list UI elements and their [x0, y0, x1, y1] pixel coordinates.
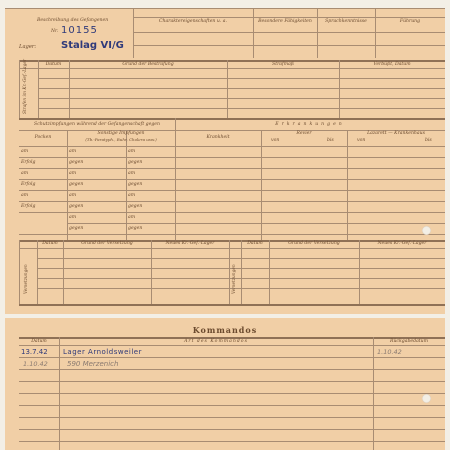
kommandos-title: Kommandos — [192, 325, 258, 335]
versetzungen-side-label-left: Versetzungen — [24, 264, 29, 294]
punch-hole-bottom — [422, 394, 431, 403]
impf-row-6-right: am — [128, 215, 136, 220]
kommando-0-datum: 13.7.42 — [21, 348, 48, 356]
impf-row-3-left: Erfolg — [21, 182, 36, 187]
strafen-col-strafmass: Strafmaß — [272, 62, 294, 67]
impf-row-4-left: am — [21, 193, 29, 198]
punch-hole — [422, 226, 431, 235]
prisoner-number: 10155 — [61, 25, 98, 36]
kommando-1-datum: 1.10.42 — [23, 360, 48, 368]
description-label: Beschreibung des Gefangenen — [37, 18, 109, 23]
kommando-0-art: Lager Arnoldsweiler — [63, 348, 142, 356]
vers-left-col-lager: Neues Kr.-Gef.-Lager — [165, 241, 215, 246]
kommando-0-rueckgabe: 1.10.42 — [377, 348, 402, 356]
kommandos-col-art: Art des Kommandos — [184, 339, 248, 344]
impf-row-7-right: gegen — [128, 226, 143, 231]
erkrankungen-col-lazarett: Lazarett — Krankenhaus — [367, 131, 425, 136]
impf-row-1-right: gegen — [128, 160, 143, 165]
revier-bis: bis — [327, 138, 334, 143]
impf-row-3-right: gegen — [128, 182, 143, 187]
kommandos-card — [5, 318, 445, 450]
col-languages: Sprachkenntnisse — [325, 19, 367, 24]
lager-stamp: Stalag VI/G — [61, 40, 124, 51]
erkrankungen-col-revier: Revier — [296, 131, 312, 136]
impfungen-title: Schutzimpfungen während der Gefangenschaft gegen — [34, 122, 160, 127]
strafen-col-datum: Datum — [45, 62, 62, 67]
impf-row-0-left: am — [21, 149, 29, 154]
col-skills: Besondere Fähigkeiten — [258, 19, 312, 24]
strafen-side-label: Strafen im Kr.-Gef.-Lager — [23, 59, 28, 114]
prisoner-record-card — [5, 8, 445, 314]
erkrankungen-title: Erkrankungen — [275, 122, 345, 127]
vers-right-col-grund: Grund der Versetzung — [288, 241, 340, 246]
impf-row-4-right: am — [128, 193, 136, 198]
kommando-1-art: 590 Merzenich — [67, 360, 119, 368]
versetzungen-side-label-right: Versetzungen — [232, 264, 237, 294]
impf-row-0-right: am — [128, 149, 136, 154]
erkrankungen-col-krankheit: Krankheit — [206, 135, 230, 140]
impf-row-3-mid: gegen — [69, 182, 84, 187]
impf-row-7-mid: gegen — [69, 226, 84, 231]
strafen-col-verbuesst: Verbüßt, Datum — [373, 62, 411, 67]
impf-row-4-mid: am — [69, 193, 77, 198]
impfungen-col-pocken: Pocken — [34, 135, 52, 140]
lazarett-von: von — [357, 138, 366, 143]
col-character: Charaktereigenschaften u. a. — [159, 19, 227, 24]
vers-left-col-grund: Grund der Versetzung — [81, 241, 133, 246]
lager-label: Lager: — [19, 44, 37, 50]
impf-row-0-mid: am — [69, 149, 77, 154]
impf-row-5-left: Erfolg — [21, 204, 36, 209]
nr-label: Nr. — [51, 29, 59, 34]
col-conduct: Führung — [399, 19, 421, 24]
lazarett-bis: bis — [425, 138, 432, 143]
strafen-col-grund: Grund der Bestrafung — [122, 62, 174, 67]
impfungen-col-sonstige-sub: (Tb.-Paratyph., Ruhr, Cholera usw.) — [85, 137, 157, 142]
revier-von: von — [271, 138, 280, 143]
kommandos-col-rueckgabe: Rückgabedatum — [390, 339, 428, 344]
impf-row-1-mid: gegen — [69, 160, 84, 165]
vers-left-col-datum: Datum — [42, 241, 58, 246]
impf-row-6-mid: am — [69, 215, 77, 220]
impfungen-col-sonstige: Sonstige Impfungen — [97, 131, 145, 136]
vers-right-col-lager: Neues Kr.-Gef.-Lager — [377, 241, 427, 246]
impf-row-2-left: am — [21, 171, 29, 176]
impf-row-2-right: am — [128, 171, 136, 176]
vers-right-col-datum: Datum — [247, 241, 263, 246]
impf-row-1-left: Erfolg — [21, 160, 36, 165]
impf-row-5-right: gegen — [128, 204, 143, 209]
impf-row-2-mid: am — [69, 171, 77, 176]
impf-row-5-mid: gegen — [69, 204, 84, 209]
kommandos-col-datum: Datum — [31, 339, 47, 344]
